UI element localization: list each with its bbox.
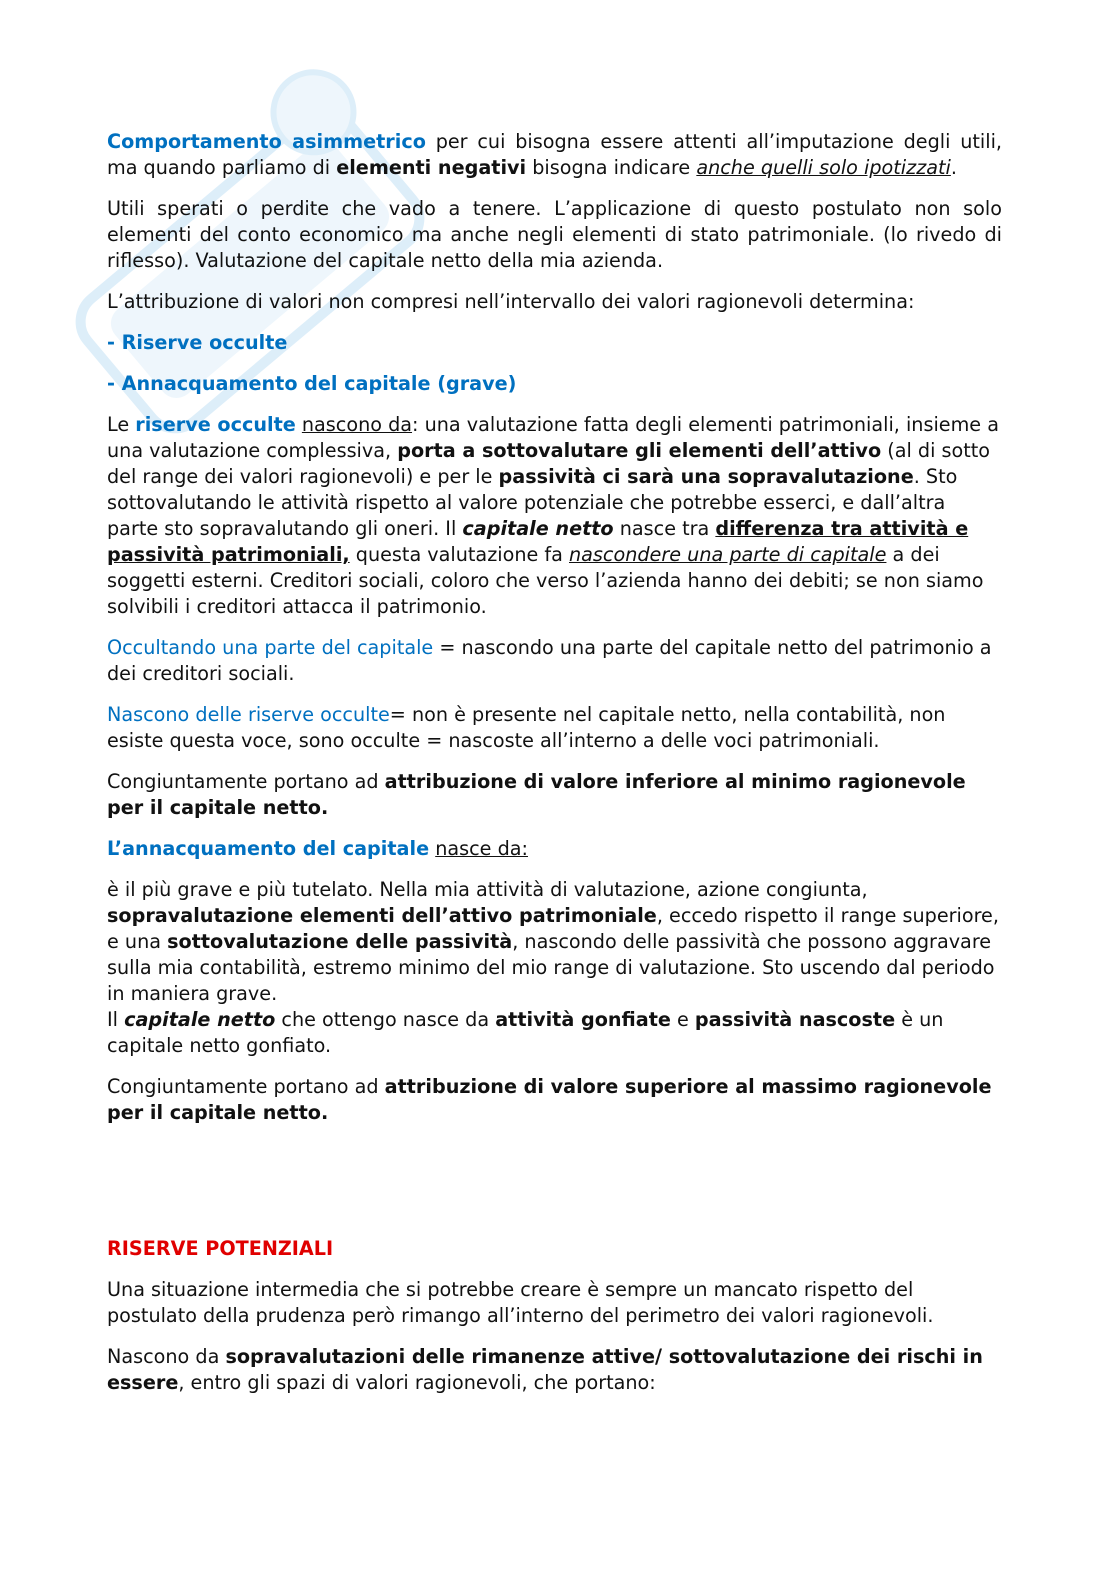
paragraph-nascono-da [107, 1344, 1002, 1396]
text: nasce tra [613, 517, 716, 540]
bold-text: sottovalutazione delle passività [167, 930, 513, 953]
underlined-text: nasce da: [435, 837, 528, 860]
bold-text: sopravalutazioni delle rimanenze attive/ sottovalutazione dei rischi in essere [107, 1345, 983, 1394]
term-comportamento-asimmetrico: Comportamento asimmetrico [107, 130, 426, 153]
term-riserve-occulte: riserve occulte [135, 413, 296, 436]
bold-text: porta a sottovalutare gli elementi dell’attivo [397, 439, 882, 462]
section-heading: RISERVE POTENZIALI [107, 1237, 334, 1260]
term-nascono-riserve: Nascono delle riserve occulte [107, 703, 390, 726]
bold-text: attività gonfiate [495, 1008, 671, 1031]
text: è un capitale netto gonfiato. [107, 1008, 944, 1057]
spacer [107, 1141, 1002, 1236]
bold-text: attribuzione di valore superiore al massimo ragionevole per il capitale netto. [107, 1075, 992, 1124]
paragraph-annacquamento-body [107, 877, 1002, 1059]
term-capitale-netto: capitale netto [462, 517, 614, 540]
text: per cui bisogna essere attenti all’imputazione degli utili, ma quando parliamo di [107, 130, 1003, 179]
paragraph-1 [107, 129, 1002, 181]
paragraph-congiuntamente-2 [107, 1074, 1002, 1126]
text: questa valutazione fa [349, 543, 570, 566]
bullet-riserve-occulte: - Riserve occulte [107, 331, 288, 354]
emphasis: anche quelli solo ipotizzati [696, 156, 951, 179]
text: , nascondo delle passività che possono aggravare sulla mia contabilità, estremo minimo del mio range di valutazione. Sto uscendo dal periodo in maniera grave. [107, 930, 995, 1005]
paragraph-riserve-potenziali: Una situazione intermedia che si potrebbe creare è sempre un mancato rispetto del postulato della prudenza però rimango all’interno del perimetro dei valori ragionevoli. [107, 1278, 934, 1327]
term-capitale-netto: capitale netto [124, 1008, 276, 1031]
bold-underlined-text: differenza tra attività e passività patrimoniali, [107, 517, 969, 566]
term-annacquamento: L’annacquamento del capitale [107, 837, 430, 860]
term-elementi-negativi: elementi negativi [336, 156, 527, 179]
paragraph-congiuntamente-1 [107, 769, 1002, 821]
underlined-text: nascono da [301, 413, 413, 436]
text: a dei soggetti esterni. Creditori sociali, coloro che verso l’azienda hanno dei debiti; se non siamo solvibili i creditori attacca il patrimonio. [107, 543, 984, 618]
text: = non è presente nel capitale netto, nella contabilità, non esiste questa voce, sono occulte = nascoste all’interno a delle voci patrimoniali. [107, 703, 946, 752]
paragraph-annacquamento-title [107, 836, 1002, 862]
text: Congiuntamente portano ad [107, 770, 385, 793]
text: . [950, 156, 957, 179]
text: bisogna indicare [526, 156, 697, 179]
paragraph-nascono-riserve [107, 702, 1002, 754]
text: . Sto sottovalutando le attività rispetto al valore potenziale che potrebbe esserci, e dall’altra parte sto sopravalutando gli oneri. Il [107, 465, 958, 540]
text: : una valutazione fatta degli elementi patrimoniali, insieme a una valutazione complessiva, [107, 413, 999, 462]
bold-text: passività nascoste [694, 1008, 896, 1031]
paragraph-occultando [107, 635, 1002, 687]
text: Le [107, 413, 136, 436]
text: è il più grave e più tutelato. Nella mia attività di valutazione, azione congiunta, [107, 878, 868, 901]
paragraph-2: Utili sperati o perdite che vado a tenere. L’applicazione di questo postulato non solo elementi del conto economico ma anche negli elementi di stato patrimoniale. (lo rivedo di riflesso). Valutazione del capitale netto della mia azienda. [107, 197, 1002, 272]
text: = nascondo una parte del capitale netto del patrimonio a dei creditori sociali. [107, 636, 992, 685]
bullet-annacquamento: - Annacquamento del capitale (grave) [107, 372, 517, 395]
text: Nascono da [107, 1345, 226, 1368]
paragraph-3: L’attribuzione di valori non compresi nell’intervallo dei valori ragionevoli determina: [107, 290, 915, 313]
bold-text: sopravalutazione elementi dell’attivo patrimoniale [107, 904, 657, 927]
text: (al di sotto del range dei valori ragionevoli) e per le [107, 439, 991, 488]
bold-text: passività ci sarà una sopravalutazione [498, 465, 914, 488]
text: , eccedo rispetto il range superiore, e una [107, 904, 999, 953]
text: Il [107, 1008, 125, 1031]
emphasis: nascondere una parte di capitale [569, 543, 887, 566]
bold-text: attribuzione di valore inferiore al minimo ragionevole per il capitale netto. [107, 770, 966, 819]
document-body [107, 129, 1002, 1411]
text: Congiuntamente portano ad [107, 1075, 385, 1098]
text: , entro gli spazi di valori ragionevoli, che portano: [178, 1371, 656, 1394]
text: che ottengo nasce da [275, 1008, 496, 1031]
term-occultando: Occultando una parte del capitale [107, 636, 434, 659]
paragraph-riserve-occulte [107, 412, 1002, 620]
text: e [670, 1008, 695, 1031]
